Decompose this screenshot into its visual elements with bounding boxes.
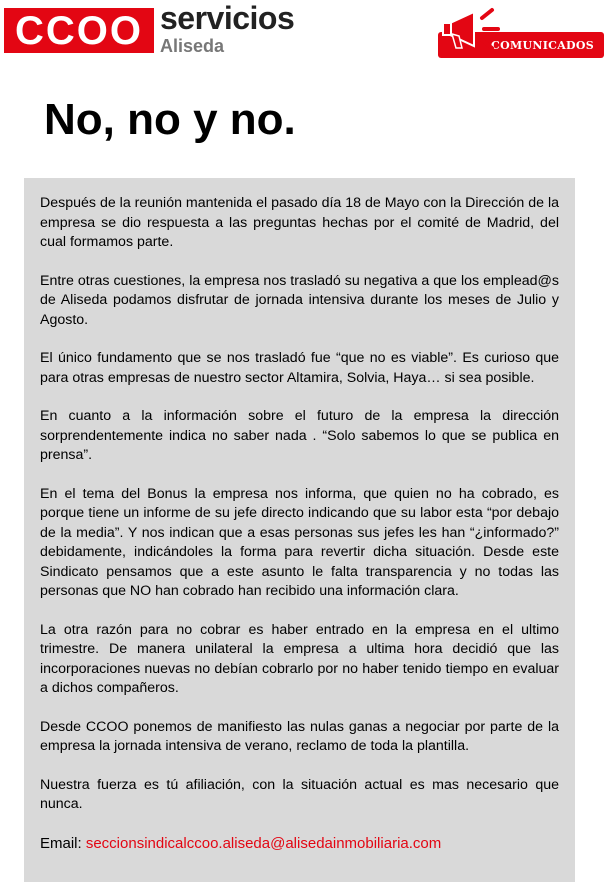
brand — [160, 2, 294, 56]
paragraph: El único fundamento que se nos trasladó fue “que no es viable”. Es curioso que para otras empresas de nuestro sector Altamira, Solvia, Haya… si sea posible. — [40, 350, 559, 386]
logo-text: CCOO — [15, 8, 143, 53]
page-title: No, no y no. — [44, 95, 296, 144]
comunicados-label: COMUNICADOS — [491, 38, 594, 52]
brand-title: servicios — [160, 0, 295, 36]
megaphone-icon — [440, 4, 504, 58]
paragraph: En el tema del Bonus la empresa nos informa, que quien no ha cobrado, es porque tiene un informe de su jefe directo indicando que su labor esta “por debajo de la media”. Y nos indican que a esas personas sus jefes les han “¿informado?” debidamente, indicándoles la forma para revertir dicha situación. Desde este Sindicato pensamos que a este asunto le falta transparencia y no todas las personas que NO han cobrado han recibido una información clara. — [40, 485, 559, 599]
content-panel — [24, 178, 575, 882]
email-line — [40, 834, 559, 854]
email-link[interactable]: seccionsindicalccoo.aliseda@alisedainmobiliaria.com — [85, 834, 442, 852]
comunicados-badge — [438, 4, 606, 60]
paragraph: Desde CCOO ponemos de manifiesto las nulas ganas a negociar por parte de la empresa la jornada intensiva de verano, reclamo de toda la plantilla. — [40, 718, 559, 754]
email-label: Email: — [40, 834, 86, 852]
paragraph: Después de la reunión mantenida el pasado día 18 de Mayo con la Dirección de la empresa se dio respuesta a las preguntas hechas por el comité de Madrid, del cual formamos parte. — [40, 195, 559, 250]
brand-subtitle: Aliseda — [160, 36, 225, 56]
paragraph: En cuanto a la información sobre el futuro de la empresa la dirección sorprendentemente indica no saber nada . “Solo sabemos lo que se publica en prensa”. — [40, 408, 559, 463]
header — [0, 0, 611, 70]
paragraph: La otra razón para no cobrar es haber entrado en la empresa en el ultimo trimestre. De manera unilateral la empresa a ultima hora decidió que las incorporaciones nuevas no debían cobrarlo por no haber tenido tiempo en evaluar a dichos compañeros. — [40, 621, 559, 696]
ccoo-logo — [4, 8, 154, 53]
paragraph: Entre otras cuestiones, la empresa nos trasladó su negativa a que los emplead@s de Aliseda podamos disfrutar de jornada intensiva durante los meses de Julio y Agosto. — [40, 272, 559, 328]
paragraph: Nuestra fuerza es tú afiliación, con la situación actual es mas necesario que nunca. — [40, 776, 559, 812]
